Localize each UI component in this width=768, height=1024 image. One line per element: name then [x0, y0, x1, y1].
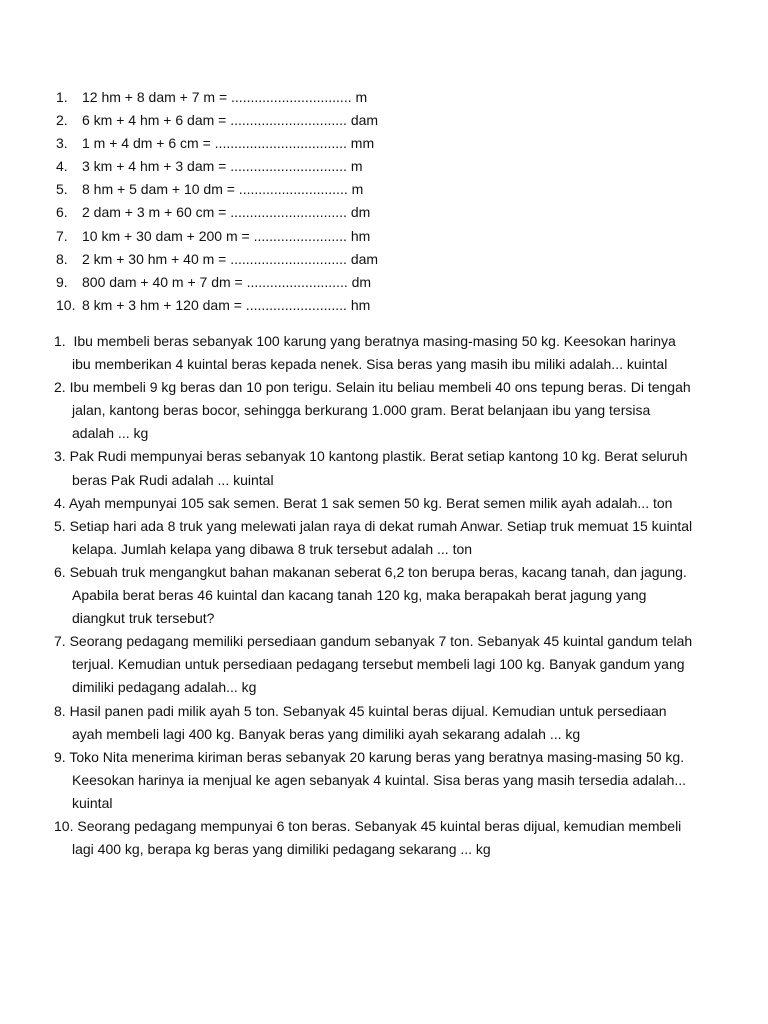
word-problem-number: 2.: [54, 379, 66, 396]
word-problem-number: 5.: [54, 517, 66, 534]
exercise-text: 2 dam + 3 m + 60 cm = .............................. dm: [82, 204, 371, 221]
exercise-item: [56, 109, 696, 132]
exercise-text: 800 dam + 40 m + 7 dm = .......................... dm: [82, 273, 372, 290]
word-problem-text: Ayah mempunyai 105 sak semen. Berat 1 sak semen 50 kg. Berat semen milik ayah adalah... ton: [68, 494, 673, 511]
word-problem-item: [54, 492, 694, 515]
word-problem-item: [54, 515, 694, 561]
word-problem-item: [54, 815, 694, 861]
exercise-text: 8 km + 3 hm + 120 dam = .......................... hm: [82, 296, 371, 313]
word-problem-list: [54, 330, 694, 861]
exercise-text: 1 m + 4 dm + 6 cm = .................................. mm: [82, 135, 375, 152]
exercise-item: [56, 132, 696, 155]
exercise-number: 6.: [56, 204, 68, 221]
conversion-exercise-list: [56, 86, 696, 317]
word-problem-text: Pak Rudi mempunyai beras sebanyak 10 kantong plastik. Berat setiap kantong 10 kg. Berat seluruh beras Pak Rudi adalah ... kuintal: [69, 448, 688, 488]
word-problem-item: [54, 445, 694, 491]
exercise-text: 10 km + 30 dam + 200 m = ........................ hm: [82, 227, 371, 244]
exercise-number: 9.: [56, 273, 68, 290]
exercise-number: 4.: [56, 158, 68, 175]
word-problem-text: Seorang pedagang memiliki persediaan gandum sebanyak 7 ton. Sebanyak 45 kuintal gandum telah terjual. Kemudian untuk persediaan pedagang tersebut membeli lagi 100 kg. Banyak gandum yang dimiliki pedagang adalah... kg: [69, 633, 693, 696]
exercise-item: [56, 271, 696, 294]
word-problem-item: [54, 630, 694, 699]
exercise-number: 5.: [56, 181, 68, 198]
exercise-text: 2 km + 30 hm + 40 m = .............................. dam: [82, 250, 379, 267]
exercise-number: 8.: [56, 250, 68, 267]
word-problem-item: [54, 746, 694, 815]
word-problem-text: Seorang pedagang mempunyai 6 ton beras. Sebanyak 45 kuintal beras dijual, kemudian membeli lagi 400 kg, berapa kg beras yang dimiliki pedagang sekarang ... kg: [72, 817, 682, 858]
word-problem-number: 4.: [54, 494, 66, 511]
word-problem-text: Ibu membeli beras sebanyak 100 karung yang beratnya masing-masing 50 kg. Keesokan harinya ibu memberikan 4 kuintal beras kepada nenek. Sisa beras yang masih ibu miliki adalah... kuintal: [72, 333, 676, 373]
exercise-item: [56, 225, 696, 248]
exercise-number: 3.: [56, 135, 68, 152]
exercise-item: [56, 155, 696, 178]
word-problem-item: [54, 376, 694, 445]
word-problem-item: [54, 700, 694, 746]
word-problem-number: 10.: [54, 817, 74, 834]
word-problem-text: Hasil panen padi milik ayah 5 ton. Sebanyak 45 kuintal beras dijual. Kemudian untuk persediaan ayah membeli lagi 400 kg. Banyak beras yang dimiliki ayah sekarang adalah ... kg: [69, 702, 667, 742]
word-problem-item: [54, 561, 694, 630]
exercise-number: 7.: [56, 227, 68, 244]
exercise-text: 8 hm + 5 dam + 10 dm = ............................ m: [82, 181, 364, 198]
word-problem-text: Sebuah truk mengangkut bahan makanan seberat 6,2 ton berupa beras, kacang tanah, dan jagung. Apabila berat beras 46 kuintal dan kacang tanah 120 kg, maka berapakah berat jagung yang diangkut truk tersebut?: [69, 563, 687, 627]
exercise-text: 12 hm + 8 dam + 7 m = ............................... m: [82, 89, 368, 105]
word-problem-number: 7.: [54, 633, 66, 650]
exercise-item: [56, 248, 696, 271]
exercise-item: [56, 86, 696, 109]
exercise-number: 1.: [56, 89, 68, 105]
exercise-text: 3 km + 4 hm + 3 dam = .............................. m: [82, 158, 363, 175]
word-problem-number: 6.: [54, 563, 66, 580]
word-problem-item: [54, 330, 694, 376]
word-problem-number: 1.: [54, 333, 66, 349]
word-problem-number: 3.: [54, 448, 66, 465]
exercise-item: [56, 201, 696, 224]
word-problem-number: 8.: [54, 702, 66, 719]
word-problem-text: Toko Nita menerima kiriman beras sebanyak 20 karung beras yang beratnya masing-masing 50 kg. Keesokan harinya ia menjual ke agen sebanyak 4 kuintal. Sisa beras yang masih tersedia adalah... kuintal: [69, 748, 687, 811]
exercise-item: [56, 178, 696, 201]
word-problem-text: Ibu membeli 9 kg beras dan 10 pon terigu. Selain itu beliau membeli 40 ons tepung beras. Di tengah jalan, kantong beras bocor, sehingga berkurang 1.000 gram. Berat belanjaan ibu yang tersisa adalah ... kg: [69, 379, 691, 442]
exercise-number: 10.: [56, 296, 76, 313]
word-problem-number: 9.: [54, 748, 66, 765]
exercise-number: 2.: [56, 112, 68, 129]
exercise-text: 6 km + 4 hm + 6 dam = .............................. dam: [82, 112, 379, 129]
word-problem-text: Setiap hari ada 8 truk yang melewati jalan raya di dekat rumah Anwar. Setiap truk memuat 15 kuintal kelapa. Jumlah kelapa yang dibawa 8 truk tersebut adalah ... ton: [69, 517, 693, 557]
exercise-item: [56, 294, 696, 317]
